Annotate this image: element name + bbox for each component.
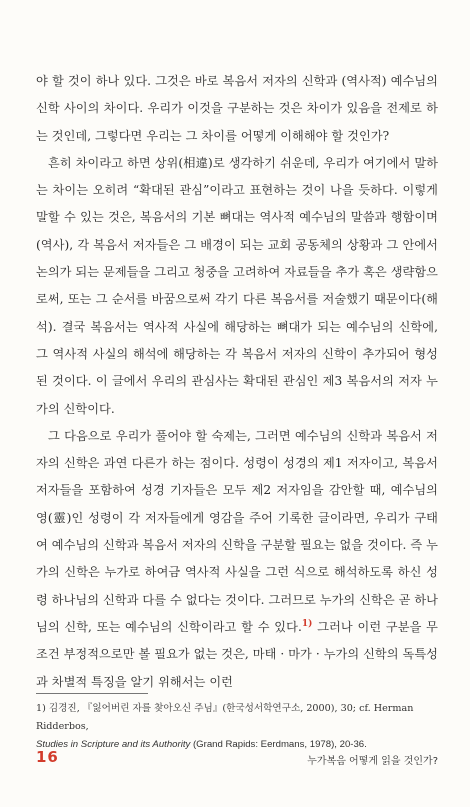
- footnote-publication: (Grand Rapids: Eerdmans, 1978), 20-36.: [190, 739, 367, 750]
- paragraph-3: [36, 423, 438, 696]
- paragraph-2: 흔히 차이라고 하면 상위(相違)로 생각하기 쉬운데, 우리가 여기에서 말하는 차이는 오히려 “확대된 관심”이라고 표현하는 것이 나을 듯하다. 이렇게 말할 수 있는 것은, 복음서의 기본 뼈대는 역사적 예수님의 말씀과 행함이며(역사), 각 복음서 저자들은 그 배경이 되는 교회 공동체의 상황과 그 안에서 논의가 되는 문제들을 그리고 청중을 고려하여 자료들을 추가 혹은 생략함으로써, 또는 그 순서를 바꿈으로써 각기 다른 복음서를 저술했기 때문이다(해석). 결국 복음서는 역사적 사실에 해당하는 뼈대가 되는 예수님의 신학에, 그 역사적 사실의 해석에 해당하는 각 복음서 저자의 신학이 추가되어 형성된 것이다. 이 글에서 우리의 관심사는 확대된 관심인 제3 복음서의 저자 누가의 신학이다.: [36, 155, 438, 416]
- footnote-book-title: Studies in Scripture and its Authority: [36, 739, 191, 750]
- paragraph-3-before-ref: 그 다음으로 우리가 풀어야 할 숙제는, 그러면 예수님의 신학과 복음서 저자의 신학은 과연 다른가 하는 점이다. 성령이 성경의 제1 저자이고, 복음서 저자들을 포함하여 성경 기자들은 모두 제2 저자임을 감안할 때, 예수님의 영(靈)인 성령이 각 저자들에게 영감을 주어 기록한 글이라면, 우리가 구태여 예수님의 신학과 복음서 저자의 신학을 구분할 필요는 없을 것이다. 즉 누가의 신학은 누가로 하여금 역사적 사실을 그런 식으로 해석하도록 하신 성령 하나님의 신학과 다를 수 없다는 것이다. 그러므로 누가의 신학은 곧 하나님의 신학, 또는 예수님의 신학이라고 할 수 있다.: [36, 428, 438, 634]
- running-title: 누가복음 어떻게 읽을 것인가?: [307, 756, 438, 767]
- paragraph-1: 야 할 것이 하나 있다. 그것은 바로 복음서 저자의 신학과 (역사적) 예수님의 신학 사이의 차이다. 우리가 이것을 구분하는 것은 차이가 있음을 전제로 하는 것인데, 그렇다면 우리는 그 차이를 어떻게 이해해야 할 것인가?: [36, 74, 438, 143]
- body-text: [36, 68, 438, 696]
- footnote-divider: [36, 693, 148, 694]
- footnote: [36, 700, 438, 754]
- footnote-line-1: 1) 김경진, 『잃어버린 자를 찾아오신 주님』(한국성서학연구소, 2000), 30; cf. Herman Ridderbos,: [36, 703, 414, 732]
- paragraph-3-after-ref: 그러나 이런 구분을 무조건 부정적으로만 볼 필요가 없는 것은, 마태 · 마가 · 누가의 신학의 독특성과 차별적 특징을 알기 위해서는 이런: [36, 619, 438, 689]
- footnote-reference: 1): [301, 618, 313, 629]
- page-number: 16: [36, 748, 59, 766]
